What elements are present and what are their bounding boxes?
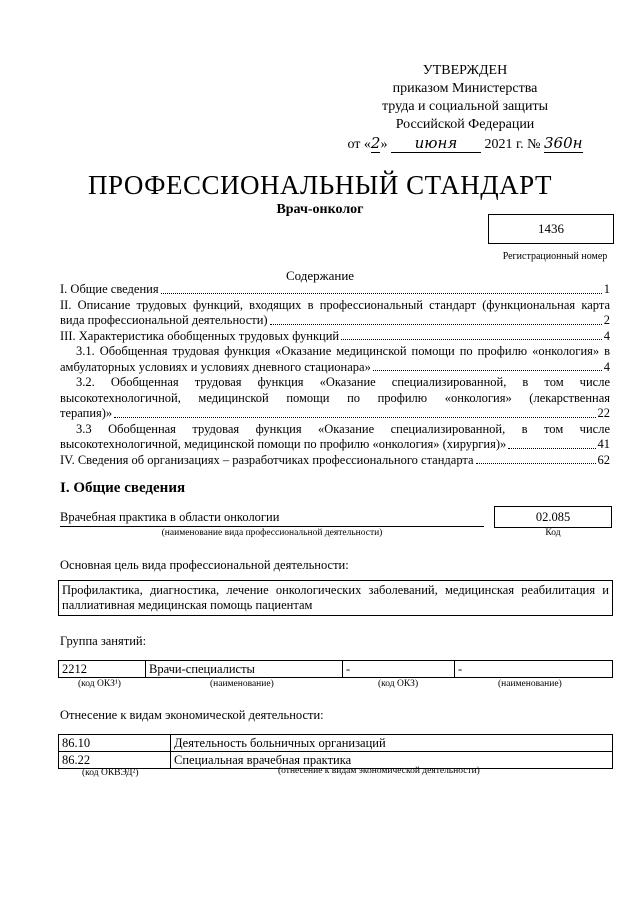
document-title: ПРОФЕССИОНАЛЬНЫЙ СТАНДАРТ: [87, 170, 553, 200]
approval-date-line: от «2» июня 2021 г. № 360н: [347, 134, 583, 152]
table-cell: -: [455, 661, 613, 678]
activity-name: Врачебная практика в области онкологии: [60, 510, 484, 527]
activity-caption: (наименование вида профессиональной деятельности): [161, 528, 383, 538]
table-row: [59, 661, 613, 678]
goal-box: Профилактика, диагностика, лечение онкологических заболеваний, медицинская реабилитация и паллиативная медицинская помощь пациентам: [58, 580, 613, 616]
toc-item[interactable]: II. Описание трудовых функций, входящих в профессиональный стандарт (функциональная карта вида профессиональной деятельности) 2: [60, 297, 610, 327]
goal-label: Основная цель вида профессиональной деятельности:: [60, 558, 349, 572]
section-heading: I. Общие сведения: [60, 480, 186, 496]
table-of-contents: [60, 282, 610, 468]
approval-line4: Российской Федерации: [395, 117, 535, 132]
group-caption: (наименование): [210, 679, 274, 689]
registration-number-box: 1436: [488, 214, 614, 244]
document-subtitle: Врач-онколог: [276, 202, 364, 217]
toc-item[interactable]: I. Общие сведения 1: [60, 282, 610, 296]
toc-item[interactable]: 3.3 Обобщенная трудовая функция «Оказание специализированной, в том числе высокотехнологичной, медицинской помощи по профилю «онкология» (хирургия)» 41: [60, 421, 610, 451]
approval-block: [300, 62, 630, 154]
group-caption: (код ОКЗ): [378, 679, 419, 689]
econ-table: [58, 734, 613, 769]
code-caption: Код: [545, 528, 561, 538]
table-cell: Врачи-специалисты: [146, 661, 343, 678]
toc-item[interactable]: IV. Сведения об организациях – разработчиках профессионального стандарта 62: [60, 452, 610, 467]
approval-number: 360н: [544, 134, 583, 152]
activity-code: 02.085: [494, 506, 612, 528]
table-cell: Специальная врачебная практика: [171, 752, 613, 769]
approval-line1: УТВЕРЖДЕН: [422, 63, 508, 78]
table-cell: Деятельность больничных организаций: [171, 735, 613, 752]
table-cell: -: [343, 661, 455, 678]
table-row: [59, 735, 613, 752]
approval-month: июня: [391, 134, 481, 153]
approval-day: 2: [370, 134, 381, 152]
toc-heading: Содержание: [285, 268, 355, 283]
group-caption: (код ОКЗ¹): [78, 679, 121, 689]
approval-line3: труда и социальной защиты: [382, 99, 548, 114]
toc-item[interactable]: 3.2. Обобщенная трудовая функция «Оказание специализированной, в том числе высокотехнологичной, медицинской помощи по профилю «онкология» (лекарственная терапия)» 22: [60, 375, 610, 420]
group-caption: (наименование): [498, 679, 562, 689]
toc-item[interactable]: III. Характеристика обобщенных трудовых функций 4: [60, 328, 610, 343]
table-cell: 2212: [59, 661, 146, 678]
econ-label: Отнесение к видам экономической деятельности:: [60, 708, 324, 722]
toc-item[interactable]: 3.1. Обобщенная трудовая функция «Оказание медицинской помощи по профилю «онкология» в амбулаторных условиях и условиях дневного стационара» 4: [60, 344, 610, 374]
approval-line2: приказом Министерства: [392, 81, 538, 96]
table-cell: 86.22: [59, 752, 171, 769]
registration-number-label: Регистрационный номер: [502, 251, 608, 262]
econ-caption: (код ОКВЭД²): [82, 768, 139, 778]
econ-caption: (отнесение к видам экономической деятельности): [278, 766, 480, 776]
group-label: Группа занятий:: [60, 634, 147, 648]
table-cell: 86.10: [59, 735, 171, 752]
group-table: [58, 660, 613, 678]
